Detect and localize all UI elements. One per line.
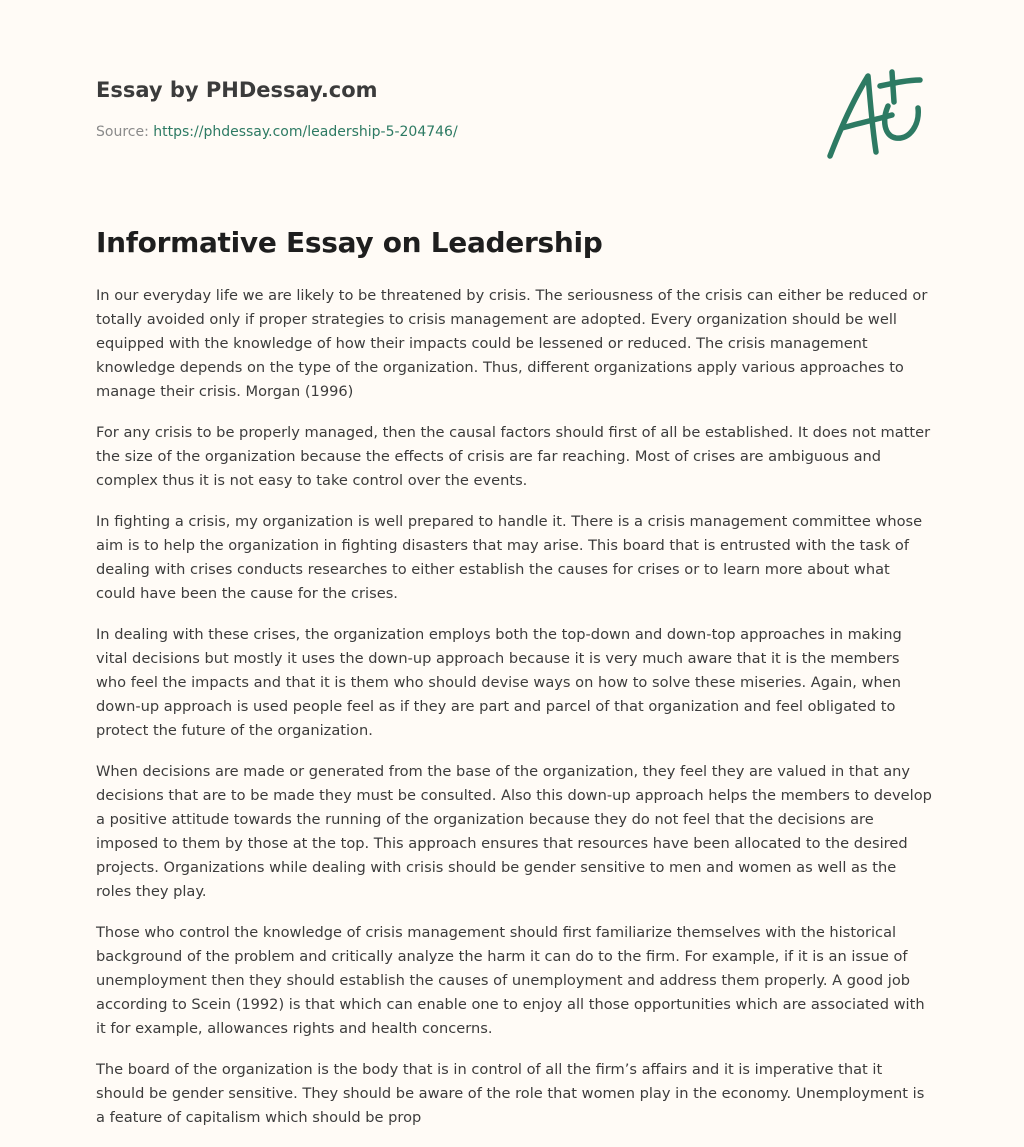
essay-paragraph: In fighting a crisis, my organization is well prepared to handle it. There is a crisis management committee whose aim is to help the organization in fighting disasters that may arise. This board that is entrusted with the task of dealing with crises conducts researches to either establish the causes for crises or to learn more about what could have been the cause for the crises. bbox=[96, 513, 923, 602]
essay-title: Informative Essay on Leadership bbox=[96, 226, 603, 259]
essay-paragraph: In dealing with these crises, the organization employs both the top-down and down-top approaches in making vital decisions but mostly it uses the down-up approach because it is very much aware that it is the members who feel the impacts and that it is them who should devise ways on how to solve these miseries. Again, when down-up approach is used people feel as if they are part and parcel of that organization and feel obligated to protect the future of the organization. bbox=[96, 626, 902, 739]
source-link[interactable]: https://phdessay.com/leadership-5-204746/ bbox=[153, 124, 458, 140]
essay-paragraph: Those who control the knowledge of crisis management should first familiarize themselves with the historical background of the problem and critically analyze the harm it can do to the firm. For example, if it is an issue of unemployment then they should establish the causes of unemployment and address them properly. A good job according to Scein (1992) is that which can enable one to enjoy all those opportunities which are associated with it for example, allowances rights and health concerns. bbox=[96, 924, 925, 1037]
essay-paragraph: The board of the organization is the body that is in control of all the firm’s affairs and it is imperative that it should be gender sensitive. They should be aware of the role that women play in the economy. Unemployment is a feature of capitalism which should be prop bbox=[96, 1061, 925, 1126]
source-line bbox=[96, 124, 458, 140]
essay-paragraph: In our everyday life we are likely to be threatened by crisis. The seriousness of the crisis can either be reduced or totally avoided only if proper strategies to crisis management are adopted. Every organization should be well equipped with the knowledge of how their impacts could be lessened or reduced. The crisis management knowledge depends on the type of the organization. Thus, different organizations apply various approaches to manage their crisis. Morgan (1996) bbox=[96, 287, 928, 400]
essay-paragraph: When decisions are made or generated from the base of the organization, they feel they are valued in that any decisions that are to be made they must be consulted. Also this down-up approach helps the members to develop a positive attitude towards the running of the organization because they do not feel that the decisions are imposed to them by those at the top. This approach ensures that resources have been allocated to the desired projects. Organizations while dealing with crisis should be gender sensitive to men and women as well as the roles they play. bbox=[96, 763, 932, 900]
a-plus-icon bbox=[822, 68, 926, 164]
essay-paragraph: For any crisis to be properly managed, then the causal factors should first of all be established. It does not matter the size of the organization because the effects of crisis are far reaching. Most of crises are ambiguous and complex thus it is not easy to take control over the events. bbox=[96, 424, 931, 489]
essay-body bbox=[96, 284, 932, 1147]
site-brand: Essay by PHDessay.com bbox=[96, 78, 378, 102]
essay-header bbox=[96, 72, 936, 182]
source-label: Source: bbox=[96, 124, 149, 140]
